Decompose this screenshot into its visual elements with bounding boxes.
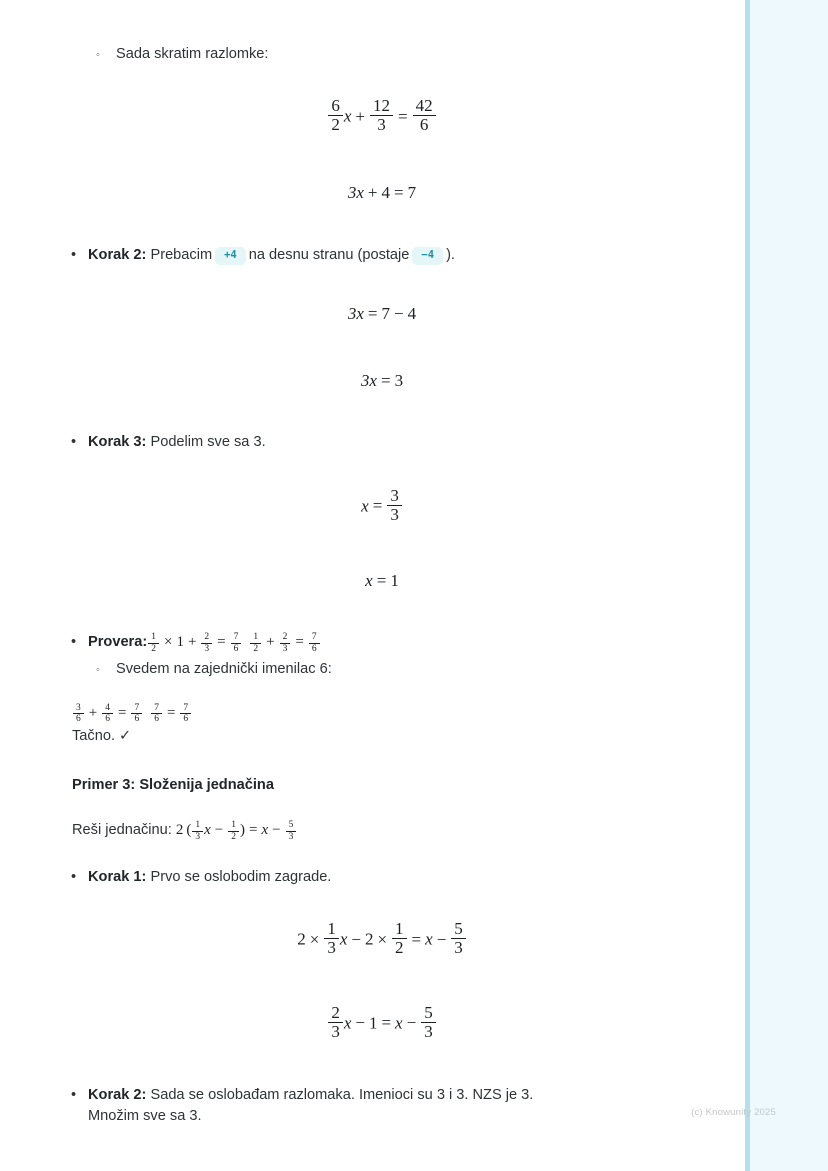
number-7: 7 — [381, 303, 391, 323]
fraction-1-over-2: $\frac{1}{2}$ — [228, 820, 239, 842]
fraction-42-over-6: $\frac{42}{6}$ — [413, 97, 436, 135]
p3-step-1-label: Korak 1: — [88, 868, 147, 885]
step-2-label: Korak 2: — [88, 246, 147, 263]
equation-common-denominator — [72, 703, 700, 725]
badge-plus-four: +4 — [215, 247, 246, 265]
fraction-1-over-3: $\frac{1}{3}$ — [192, 820, 203, 842]
fraction-7-over-6: $\frac{7}{6}$ — [131, 703, 142, 725]
operator-minus: − — [355, 1013, 365, 1033]
fraction-1-over-2: $\frac{1}{2}$ — [392, 920, 407, 958]
number-4: 4 — [407, 303, 417, 323]
list-item-p3-step-2 — [64, 1085, 700, 1127]
list-item-step-2 — [64, 245, 700, 266]
fraction-2-over-3: $\frac{2}{3}$ — [201, 632, 212, 654]
term-3x: 3x — [360, 370, 377, 390]
variable-x: x — [261, 822, 269, 839]
fraction-7-over-6: $\frac{7}{6}$ — [180, 703, 191, 725]
example-3-prompt-math — [175, 820, 298, 842]
list-item-label: Svedem na zajednički imenilac 6: — [116, 660, 332, 677]
bullet-circle-icon: ◦ — [96, 663, 100, 676]
list-item-reduce-fractions — [92, 44, 700, 65]
operator-times: × — [309, 929, 320, 949]
side-accent-line — [745, 0, 750, 1171]
operator-equals: = — [394, 182, 404, 202]
operator-minus: − — [436, 929, 447, 949]
equation-divide — [64, 487, 700, 525]
variable-x: x — [365, 571, 373, 591]
step-2-text-before: Prebacim — [150, 246, 213, 263]
example-3-prompt — [72, 820, 700, 842]
verification-inline-math — [147, 632, 320, 654]
operator-plus: + — [187, 634, 197, 651]
operator-equals: = — [376, 571, 387, 591]
operator-equals: = — [249, 822, 258, 839]
fraction-6-over-2: $\frac{6}{2}$ — [328, 97, 343, 135]
fraction-3-over-6: $\frac{3}{6}$ — [73, 703, 84, 725]
equation-expand — [64, 920, 700, 958]
step-3-text: Podelim sve sa 3. — [150, 433, 266, 450]
side-decorative-panel — [750, 0, 828, 1171]
verification-result: Tačno. ✓ — [72, 728, 132, 745]
fraction-2-over-3: $\frac{2}{3}$ — [328, 1004, 343, 1042]
p3-step-2-label: Korak 2: — [88, 1087, 147, 1104]
example-3-prompt-label: Reši jednačinu: — [72, 822, 172, 839]
operator-minus: − — [272, 822, 281, 839]
equation-reduced-fractions — [64, 97, 700, 135]
operator-equals: = — [367, 303, 378, 323]
fraction-5-over-3: $\frac{5}{3}$ — [421, 1004, 436, 1042]
step-2-text-middle: na desnu stranu (postaje — [248, 246, 410, 263]
operator-plus: + — [367, 182, 378, 202]
fraction-2-over-3: $\frac{2}{3}$ — [280, 632, 291, 654]
term-3x: 3x — [347, 182, 364, 202]
variable-x: x — [361, 496, 369, 516]
badge-minus-four: −4 — [412, 247, 443, 265]
term-3x: 3x — [347, 303, 364, 323]
fraction-1-over-2: $\frac{1}{2}$ — [148, 632, 159, 654]
variable-x: x — [343, 1013, 352, 1033]
list-item-verification — [64, 632, 700, 654]
fraction-5-over-3: $\frac{5}{3}$ — [451, 920, 466, 958]
step-2-text-after: ). — [446, 246, 455, 263]
variable-x: x — [339, 929, 348, 949]
paren-close: ) — [240, 822, 245, 839]
operator-minus: − — [214, 822, 224, 839]
equation-three-x-equals-three — [64, 371, 700, 391]
number-2: 2 — [297, 929, 306, 949]
bullet-circle-icon: ◦ — [96, 49, 100, 61]
section-heading-example-3: Primer 3: Složenija jednačina — [72, 777, 274, 794]
operator-equals: = — [217, 634, 226, 651]
fraction-7-over-6: $\frac{7}{6}$ — [231, 632, 242, 654]
fraction-5-over-3: $\frac{5}{3}$ — [286, 820, 297, 842]
number-3: 3 — [394, 370, 404, 390]
operator-equals: = — [381, 1013, 392, 1033]
paren-open: ( — [186, 822, 192, 839]
equation-move-term — [64, 304, 700, 324]
bullet-disc-icon: • — [71, 868, 77, 885]
operator-plus: + — [355, 106, 366, 126]
operator-plus: + — [88, 704, 98, 721]
operator-equals: = — [398, 106, 408, 126]
operator-equals: = — [380, 370, 391, 390]
fraction-7-over-6: $\frac{7}{6}$ — [309, 632, 320, 654]
list-item-step-3 — [64, 432, 700, 453]
operator-times: × — [163, 634, 173, 651]
operator-minus: − — [394, 303, 404, 323]
list-item-p3-step-1 — [64, 867, 700, 888]
bullet-disc-icon: • — [71, 1087, 77, 1104]
number-1: 1 — [176, 634, 184, 651]
p3-step-1-text: Prvo se oslobodim zagrade. — [150, 868, 332, 885]
operator-times: × — [377, 929, 388, 949]
operator-plus: + — [266, 634, 275, 651]
number-2: 2 — [364, 929, 374, 949]
fraction-4-over-6: $\frac{4}{6}$ — [102, 703, 113, 725]
number-7: 7 — [407, 182, 417, 202]
equation-simplified — [64, 183, 700, 203]
number-4: 4 — [381, 182, 391, 202]
fraction-12-over-3: $\frac{12}{3}$ — [370, 97, 393, 135]
equation-solution — [64, 571, 700, 591]
number-2: 2 — [175, 822, 184, 839]
operator-equals: = — [372, 496, 383, 516]
number-1: 1 — [390, 571, 399, 591]
operator-equals: = — [295, 634, 304, 651]
p3-step-2-line-2: Množim sve sa 3. — [88, 1108, 202, 1125]
equation-expanded-simplified — [64, 1004, 700, 1042]
operator-equals: = — [411, 929, 422, 949]
footer-watermark: (c) Knowunity 2025 — [691, 1107, 776, 1118]
variable-x: x — [343, 106, 352, 126]
operator-equals: = — [166, 704, 176, 721]
number-1: 1 — [368, 1013, 378, 1033]
fraction-3-over-3: $\frac{3}{3}$ — [387, 487, 402, 525]
operator-equals: = — [117, 704, 127, 721]
step-3-label: Korak 3: — [88, 433, 147, 450]
variable-x: x — [204, 822, 211, 839]
operator-minus: − — [406, 1013, 417, 1033]
fraction-1-over-2: $\frac{1}{2}$ — [250, 632, 261, 654]
bullet-disc-icon: • — [71, 433, 77, 450]
fraction-1-over-3: $\frac{1}{3}$ — [324, 920, 339, 958]
list-item-common-denominator — [92, 659, 700, 680]
verification-label: Provera: — [88, 634, 148, 651]
bullet-disc-icon: • — [71, 246, 77, 263]
p3-step-2-line-1: Sada se oslobađam razlomaka. Imenioci su 3 i 3. NZS je 3. — [150, 1087, 534, 1104]
operator-minus: − — [351, 929, 361, 949]
list-item-label: Sada skratim razlomke: — [116, 46, 269, 62]
variable-x: x — [395, 1013, 403, 1033]
bullet-disc-icon: • — [71, 634, 77, 651]
fraction-7-over-6: $\frac{7}{6}$ — [151, 703, 162, 725]
variable-x: x — [425, 929, 433, 949]
